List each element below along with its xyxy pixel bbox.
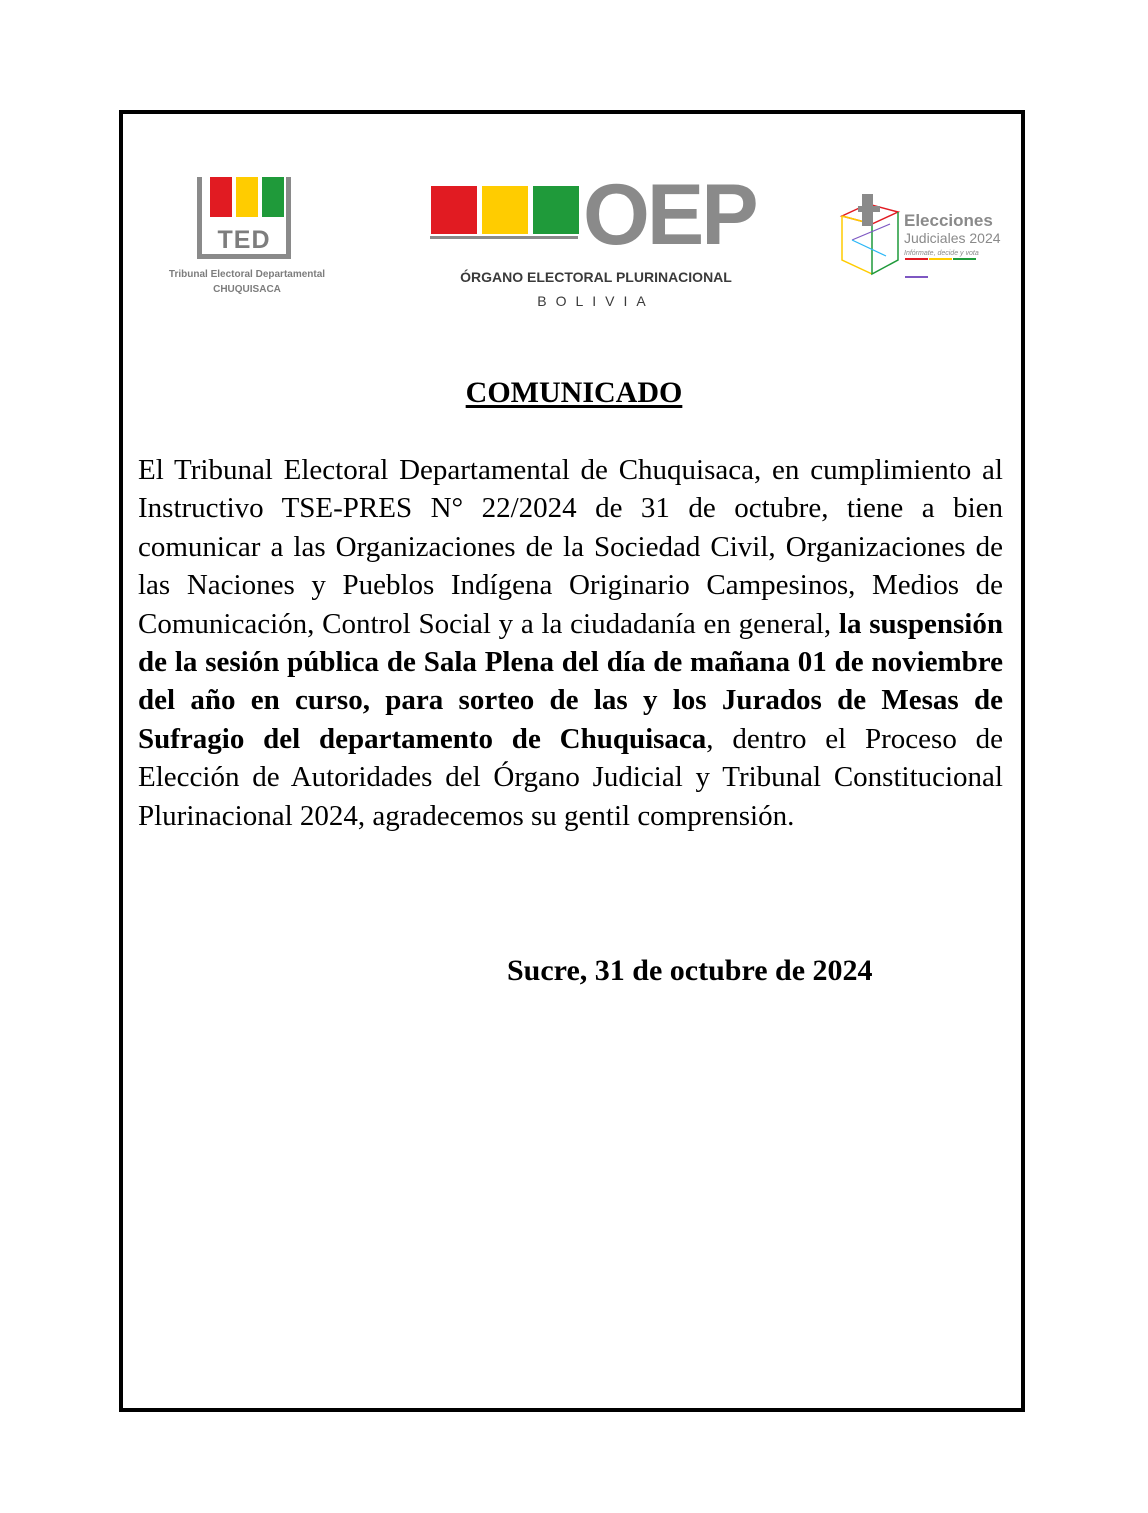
oep-underline — [430, 236, 578, 239]
elecciones-title: Elecciones — [904, 211, 993, 230]
ted-logo — [141, 173, 353, 301]
ted-logo-box — [197, 177, 291, 259]
ted-logo-name: Tribunal Electoral Departamental — [168, 269, 326, 280]
body-text-part2: , dentro el Proceso de Elección de Autoridades del Órgano Judicial y Tribunal Constitucional Plurinacional 2024, agradecemos su gentil comprensión. — [138, 722, 1003, 832]
body-text-bold: la suspensión de la sesión pública de Sala Plena del día de mañana 01 de noviembre del año en curso, para sorteo de las y los Jurados de Mesas de Sufragio del departamento de Chuquisaca — [138, 607, 1003, 755]
oep-green-square — [533, 186, 579, 234]
oep-yellow-square — [482, 186, 528, 234]
ted-logo-city: CHUQUISACA — [213, 284, 281, 295]
body-text-part1: El Tribunal Electoral Departamental de Chuquisaca, en cumplimiento al Instructivo TSE-PRES N° 22/2024 de 31 de octubre, tiene a bien comunicar a las Organizaciones de la Sociedad Civil, Organizaciones de las Naciones y Pueblos Indígena Originario Campesinos, Medios de Comunicación, Control Social y a la ciudadanía en general, — [138, 454, 1003, 640]
oep-logo-name: ÓRGANO ELECTORAL PLURINACIONAL — [460, 269, 732, 285]
oep-logo-word: OEP — [583, 167, 756, 263]
ballot-box-icon — [838, 190, 904, 276]
elecciones-tagline: Infórmate, decide y vota — [904, 250, 979, 257]
ted-green-bar — [262, 177, 284, 217]
elecciones-color-stripe — [905, 247, 999, 249]
elecciones-judiciales-logo — [838, 190, 1006, 276]
oep-red-square — [431, 186, 477, 234]
document-heading: COMUNICADO — [465, 376, 683, 409]
ted-yellow-bar — [236, 177, 258, 217]
ted-logo-word: TED — [217, 226, 271, 254]
oep-logo — [428, 167, 764, 315]
elecciones-subtitle: Judiciales 2024 — [904, 230, 1001, 246]
oep-logo-country: BOLIVIA — [537, 293, 655, 309]
place-and-date: Sucre, 31 de octubre de 2024 — [507, 954, 873, 987]
ted-red-bar — [210, 177, 232, 217]
document-body — [138, 451, 1003, 835]
